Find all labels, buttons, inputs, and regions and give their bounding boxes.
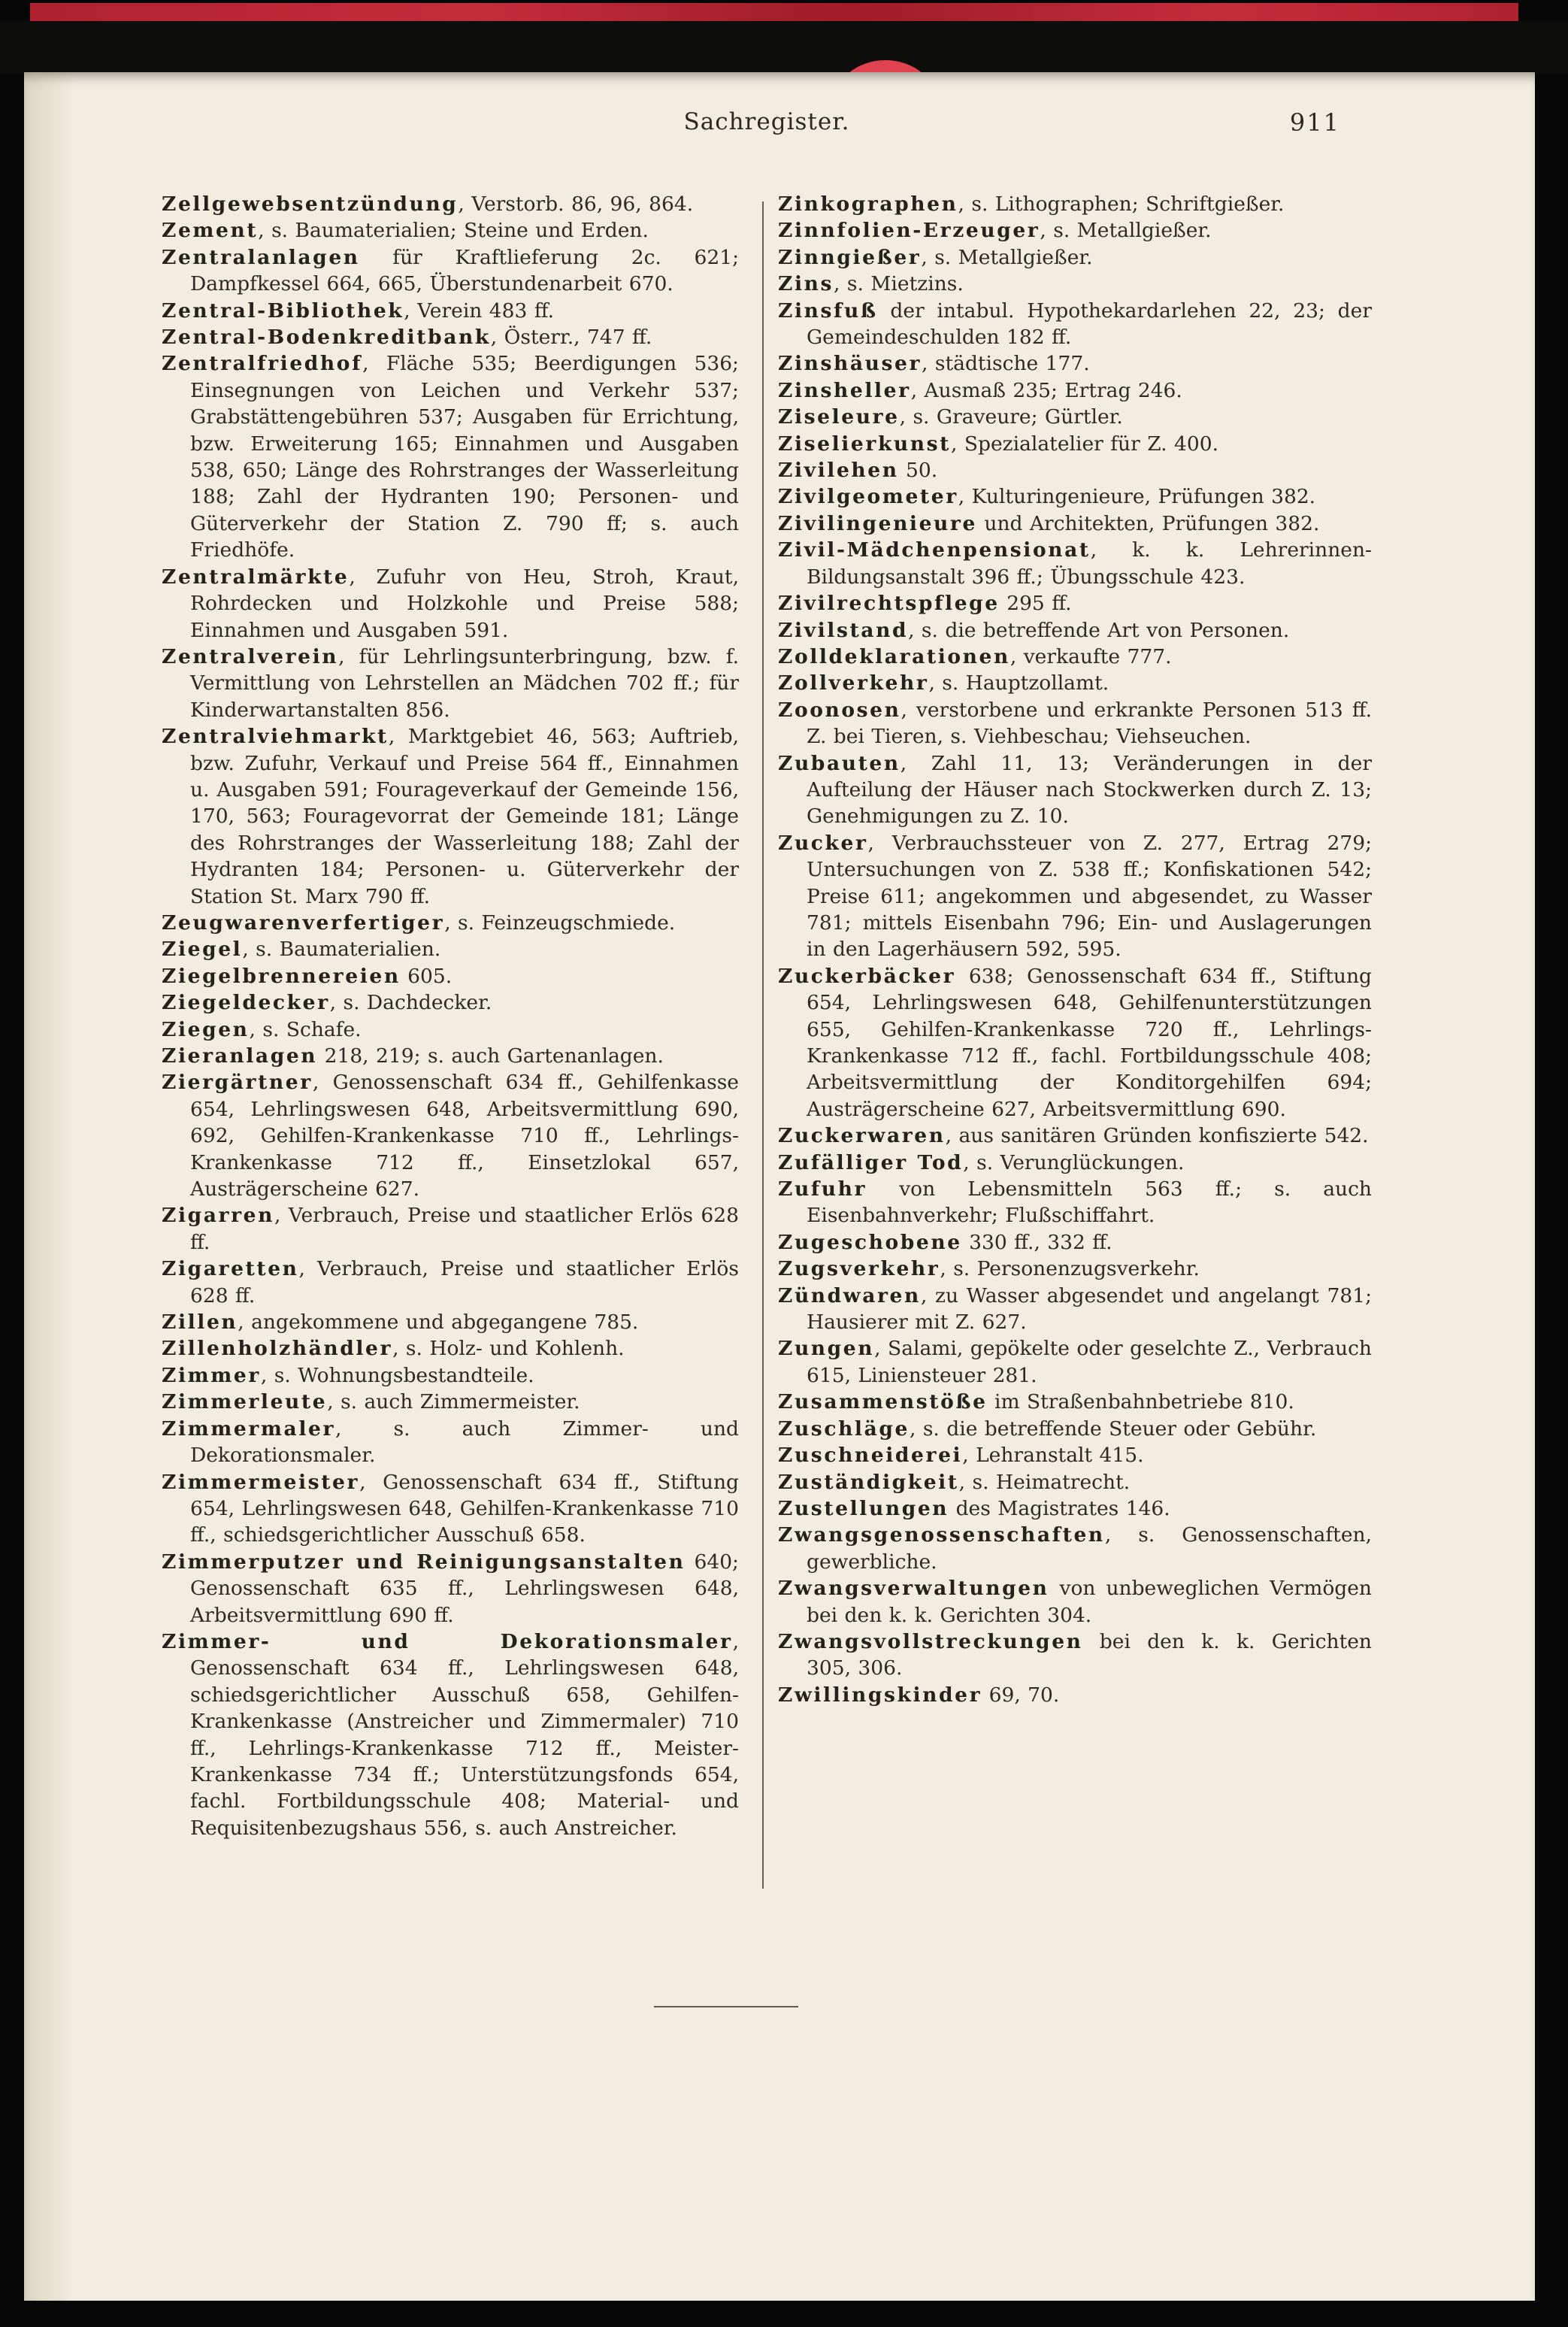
entry-text: , Zufuhr von Heu, Stroh, Kraut, Rohrdecken und Holzkohle und Preise 588; Einnahmen und Ausgaben 591. [190,565,739,642]
index-entry [162,723,739,910]
entry-text: , s. Schafe. [249,1017,362,1041]
index-entry [162,217,739,244]
index-entry [778,1682,1372,1708]
entry-text: 50. [898,459,938,483]
entry-text: 605. [400,964,453,988]
index-entry [162,324,739,350]
entry-text: im Straßenbahnbetriebe 810. [987,1390,1294,1414]
running-title: Sachregister. [683,108,850,135]
entry-text: , Spezialatelier für Z. 400. [951,432,1218,456]
index-entry [778,670,1372,696]
end-of-index-rule [654,2006,798,2007]
index-entry [778,1256,1372,1282]
entry-headword: Zeugwarenverfertiger [162,910,445,935]
index-entry [162,1069,739,1202]
entry-headword: Zieranlagen [162,1044,318,1068]
book-page [24,72,1535,2301]
entry-text: , verstorbene und erkrankte Personen 513 ff. Z. bei Tieren, s. Viehbeschau; Viehseuchen. [807,698,1372,749]
entry-text: , Fläche 535; Beerdigungen 536; Einsegnungen von Leichen und Verkehr 537; Grabstättengebühren 537; Ausgaben für Errichtung, bzw. Erweiterung 165; Einnahmen und Ausgaben 538, 650; Länge des Rohrstranges der Wasserleitung 188; Zahl der Hydranten 190; Personen- und Güterverkehr der Station Z. 790 ff; s. auch Friedhöfe. [190,352,739,562]
entry-text: 330 ff., 332 ff. [961,1230,1112,1254]
entry-text: , s. Feinzeugschmiede. [444,910,676,935]
entry-text: , s. auch Zimmermeister. [327,1390,580,1414]
scan-top-shadow [0,21,1568,74]
entry-text: , Verbrauch, Preise und staatlicher Erlös 628 ff. [190,1204,739,1254]
entry-headword: Ziergärtner [162,1071,313,1095]
entry-text: von Lebensmitteln 563 ff.; s. auch Eisenbahnverkehr; Flußschiffahrt. [807,1177,1372,1228]
index-entry [778,1123,1372,1149]
entry-text: , Marktgebiet 46, 563; Auftrieb, bzw. Zufuhr, Verkauf und Preise 564 ff., Einnahmen u. Ausgaben 591; Fourageverkauf der Gemeinde 156, 170, 563; Fouragevorrat der Gemeinde 181; Länge des Rohrstranges der Wasserleitung 188; Zahl der Hydranten 184; Personen- u. Güterverkehr der Station St. Marx 790 ff. [190,725,739,908]
index-entry [778,350,1372,377]
entry-text: , s. Dachdecker. [329,991,492,1015]
index-entry [162,1335,739,1362]
entry-text: von unbeweglichen Vermögen bei den k. k. Gerichten 304. [807,1577,1372,1627]
entry-text: , Österr., 747 ff. [490,326,652,350]
index-entry [162,1017,739,1043]
index-entry [778,750,1372,830]
entry-headword: Zivilingenieure [778,511,977,535]
index-entry [778,1416,1372,1442]
index-entry [162,989,739,1016]
entry-headword: Ziseleure [778,405,900,429]
page-header [162,108,1372,140]
entry-headword: Zuständigkeit [778,1470,959,1494]
index-column-left [162,191,739,1841]
entry-text: , zu Wasser abgesendet und angelangt 781; Hausierer mit Z. 627. [807,1283,1372,1335]
entry-headword: Zolldeklarationen [778,644,1010,668]
entry-headword: Zentralviehmarkt [162,725,389,749]
entry-headword: Zentral-Bibliothek [162,298,404,323]
entry-headword: Zollverkehr [778,671,929,695]
entry-headword: Zentral-Bodenkreditbank [162,326,491,350]
index-entry [778,457,1372,483]
entry-text: 638; Genossenschaft 634 ff., Stiftung 654, Lehrlingswesen 648, Gehilfenunterstützungen 655, Gehilfen-Krankenkasse 720 ff., Lehrlings-Krankenkasse 712 ff., fachl. Fortbildungsschule 408; Arbeitsvermittlung der Konditorgehilfen 694; Austrägerscheine 627, Arbeitsvermittlung 690. [807,964,1372,1121]
entry-headword: Zwillingskinder [778,1683,982,1707]
entry-text: , s. Holz- und Kohlenh. [392,1337,625,1361]
entry-text: , s. Graveure; Gürtler. [899,405,1123,429]
entry-text: , Ausmaß 235; Ertrag 246. [910,378,1182,402]
entry-text: , s. die betreffende Steuer oder Gebühr. [909,1417,1317,1441]
index-entry [162,963,739,989]
index-entry [162,1362,739,1389]
entry-headword: Zinsfuß [778,298,878,323]
index-entry [162,564,739,644]
entry-headword: Ziegeldecker [162,991,330,1015]
index-entry [162,644,739,723]
entry-headword: Zimmermaler [162,1417,336,1441]
page-number: 911 [1289,108,1340,137]
entry-text: , Genossenschaft 634 ff., Lehrlingswesen 648, schiedsgerichtlicher Ausschuß 658, Gehilfen-Krankenkasse (Anstreicher und Zimmermaler) 710 ff., Lehrlings-Krankenkasse 712 ff., Meister-Krankenkasse 734 ff.; Unterstützungsfonds 654, fachl. Fortbildungsschule 408; Material- und Requisitenbezugshaus 556, s. auch Anstreicher. [190,1629,739,1840]
index-entry [778,963,1372,1123]
index-entry [778,1335,1372,1389]
index-entry [778,191,1372,217]
index-entry [778,697,1372,750]
entry-headword: Zimmer- und Dekorationsmaler [162,1629,733,1653]
entry-text: , s. Baumaterialien; Steine und Erden. [258,219,649,243]
entry-headword: Zufälliger Tod [778,1150,964,1174]
index-column-right [778,191,1372,1841]
index-entry [162,1629,739,1841]
entry-text: , s. Mietzins. [834,272,964,296]
entry-text: , k. k. Lehrerinnen-Bildungsanstalt 396 ff.; Übungsschule 423. [807,538,1372,589]
entry-headword: Ziegen [162,1017,250,1041]
index-entry [162,1309,739,1335]
index-entry [162,298,739,324]
index-entry [778,644,1372,670]
entry-text: , Verein 483 ff. [404,298,555,323]
entry-text: , für Lehrlingsunterbringung, bzw. f. Vermittlung von Lehrstellen an Mädchen 702 ff.; für Kinderwartanstalten 856. [190,644,739,722]
entry-headword: Zinshäuser [778,352,922,376]
entry-headword: Zentralverein [162,644,339,668]
index-entry [778,617,1372,644]
index-entry [162,191,739,217]
entry-text: , Genossenschaft 634 ff., Stiftung 654, Lehrlingswesen 648, Gehilfen-Krankenkasse 710 ff., schiedsgerichtlicher Ausschuß 658. [190,1470,739,1547]
entry-text: , s. Wohnungsbestandteile. [260,1363,534,1387]
index-entry [778,830,1372,963]
entry-text: , s. Genossenschaften, gewerbliche. [807,1523,1372,1574]
entry-text: , Lehranstalt 415. [962,1444,1144,1468]
entry-text: , s. Metallgießer. [921,245,1093,269]
entry-headword: Zimmer [162,1363,261,1387]
entry-headword: Zentralanlagen [162,245,360,269]
index-entry [162,1469,739,1549]
entry-text: , s. die betreffende Art von Personen. [908,618,1290,642]
index-entry [162,910,739,936]
entry-text: der intabul. Hypothekardarlehen 22, 23; der Gemeindeschulden 182 ff. [807,298,1372,350]
entry-headword: Zinsheller [778,378,911,402]
index-entry [778,1150,1372,1176]
entry-headword: Zwangsvollstreckungen [778,1629,1083,1653]
index-entry [162,1043,739,1069]
index-entry [162,1416,739,1469]
index-entry [162,350,739,563]
index-entry [778,1522,1372,1575]
entry-headword: Ziegel [162,938,243,962]
entry-headword: Zustellungen [778,1496,949,1520]
index-entry [778,1495,1372,1522]
entry-text: , verkaufte 777. [1010,644,1172,668]
entry-text: , Verstorb. 86, 96, 864. [458,192,694,216]
entry-headword: Zigarren [162,1204,274,1228]
index-entry [778,377,1372,404]
entry-text: , s. Metallgießer. [1040,219,1212,243]
entry-text: und Architekten, Prüfungen 382. [976,511,1320,535]
entry-headword: Zubauten [778,751,901,775]
index-entry [162,1202,739,1256]
index-entry [778,590,1372,617]
entry-headword: Zivilehen [778,459,899,483]
entry-text: , Kulturingenieure, Prüfungen 382. [958,485,1316,509]
entry-headword: Zigaretten [162,1257,299,1281]
entry-headword: Zimmermeister [162,1470,360,1494]
entry-headword: Zentralmärkte [162,565,350,589]
entry-text: bei den k. k. Gerichten 305, 306. [807,1629,1372,1680]
entry-headword: Zugeschobene [778,1230,962,1254]
entry-text: , s. Verunglückungen. [963,1150,1185,1174]
red-edge-mark [30,3,1518,23]
entry-headword: Zuckerbäcker [778,964,956,988]
entry-text: 69, 70. [982,1683,1060,1707]
entry-text: , aus sanitären Gründen konfiszierte 542. [945,1124,1369,1148]
entry-headword: Zungen [778,1337,875,1361]
index-entry [162,1389,739,1415]
entry-headword: Zündwaren [778,1283,921,1307]
entry-headword: Zuschneiderei [778,1444,963,1468]
entry-headword: Zwangsgenossenschaften [778,1523,1105,1547]
index-entry [778,1389,1372,1415]
index-columns [162,191,1372,1841]
index-entry [778,537,1372,590]
entry-headword: Zentralfriedhof [162,352,363,376]
entry-text: 640; Genossenschaft 635 ff., Lehrlingswesen 648, Arbeitsvermittlung 690 ff. [190,1550,739,1627]
entry-text: , angekommene und abgegangene 785. [238,1310,639,1335]
entry-headword: Zellgewebsentzündung [162,192,459,216]
index-entry [778,244,1372,271]
entry-headword: Zimmerleute [162,1390,328,1414]
index-entry [162,1549,739,1629]
entry-text: , s. Baumaterialien. [242,938,441,962]
entry-text: 218, 219; s. auch Gartenanlagen. [317,1044,664,1068]
entry-headword: Zinngießer [778,245,922,269]
index-entry [778,1229,1372,1256]
entry-headword: Zivilstand [778,618,909,642]
entry-text: , s. Hauptzollamt. [928,671,1109,695]
index-entry [778,1629,1372,1682]
index-entry [778,1283,1372,1336]
index-entry [778,431,1372,457]
entry-text: , s. Lithographen; Schriftgießer. [958,192,1285,216]
index-entry [778,483,1372,510]
index-entry [778,511,1372,537]
entry-text: , Salami, gepökelte oder geselchte Z., Verbrauch 615, Liniensteuer 281. [807,1337,1372,1387]
entry-text: für Kraftlieferung 2c. 621; Dampfkessel 664, 665, Überstundenarbeit 670. [190,245,739,296]
entry-headword: Zement [162,219,259,243]
index-entry [778,1469,1372,1495]
entry-headword: Zucker [778,831,868,855]
entry-headword: Zoonosen [778,698,901,722]
entry-headword: Ziselierkunst [778,432,952,456]
column-gap [739,191,778,1841]
entry-text: , s. Personenzugsverkehr. [940,1257,1200,1281]
entry-headword: Zins [778,272,834,296]
index-entry [162,936,739,962]
entry-headword: Zinnfolien-Erzeuger [778,219,1040,243]
entry-headword: Zuckerwaren [778,1124,946,1148]
entry-headword: Zwangsverwaltungen [778,1577,1049,1601]
entry-text: , städtische 177. [922,352,1090,376]
entry-text: , Zahl 11, 13; Veränderungen in der Aufteilung der Häuser nach Stockwerken durch Z. 13; Genehmigungen zu Z. 10. [807,751,1372,829]
entry-text: , Verbrauch, Preise und staatlicher Erlös 628 ff. [190,1257,739,1307]
entry-text: , s. auch Zimmer- und Dekorationsmaler. [190,1417,739,1468]
entry-headword: Zivilgeometer [778,485,958,509]
index-entry [778,1176,1372,1229]
entry-text: , Genossenschaft 634 ff., Gehilfenkasse 654, Lehrlingswesen 648, Arbeitsvermittlung 690, 692, Gehilfen-Krankenkasse 710 ff., Lehrlings-Krankenkasse 712 ff., Einsetzlokal 657, Austrägerscheine 627. [190,1071,739,1201]
entry-headword: Zusammenstöße [778,1390,988,1414]
entry-headword: Zivil-Mädchenpensionat [778,538,1091,562]
index-entry [778,404,1372,430]
index-entry [778,1442,1372,1468]
index-entry [162,1256,739,1309]
entry-headword: Zuschläge [778,1417,910,1441]
entry-headword: Zillenholzhändler [162,1337,393,1361]
entry-text: , s. Heimatrecht. [958,1470,1131,1494]
index-entry [778,1575,1372,1629]
entry-text: des Magistrates 146. [949,1496,1170,1520]
entry-headword: Ziegelbrennereien [162,964,401,988]
entry-headword: Zimmerputzer und Reinigungsanstalten [162,1550,686,1574]
entry-text: 295 ff. [999,592,1072,616]
index-entry [778,217,1372,244]
entry-text: , Verbrauchssteuer von Z. 277, Ertrag 279; Untersuchungen von Z. 538 ff.; Konfiskationen 542; Preise 611; angekommen und abgesendet, zu Wasser 781; mittels Eisenbahn 796; Ein- und Auslagerungen in den Lagerhäusern 592, 595. [807,831,1372,962]
index-entry [778,271,1372,297]
entry-headword: Zugsverkehr [778,1257,940,1281]
entry-headword: Zinkographen [778,192,958,216]
entry-headword: Zillen [162,1310,238,1335]
entry-headword: Zufuhr [778,1177,867,1201]
index-entry [778,298,1372,351]
entry-headword: Zivilrechtspflege [778,592,1000,616]
index-entry [162,244,739,298]
